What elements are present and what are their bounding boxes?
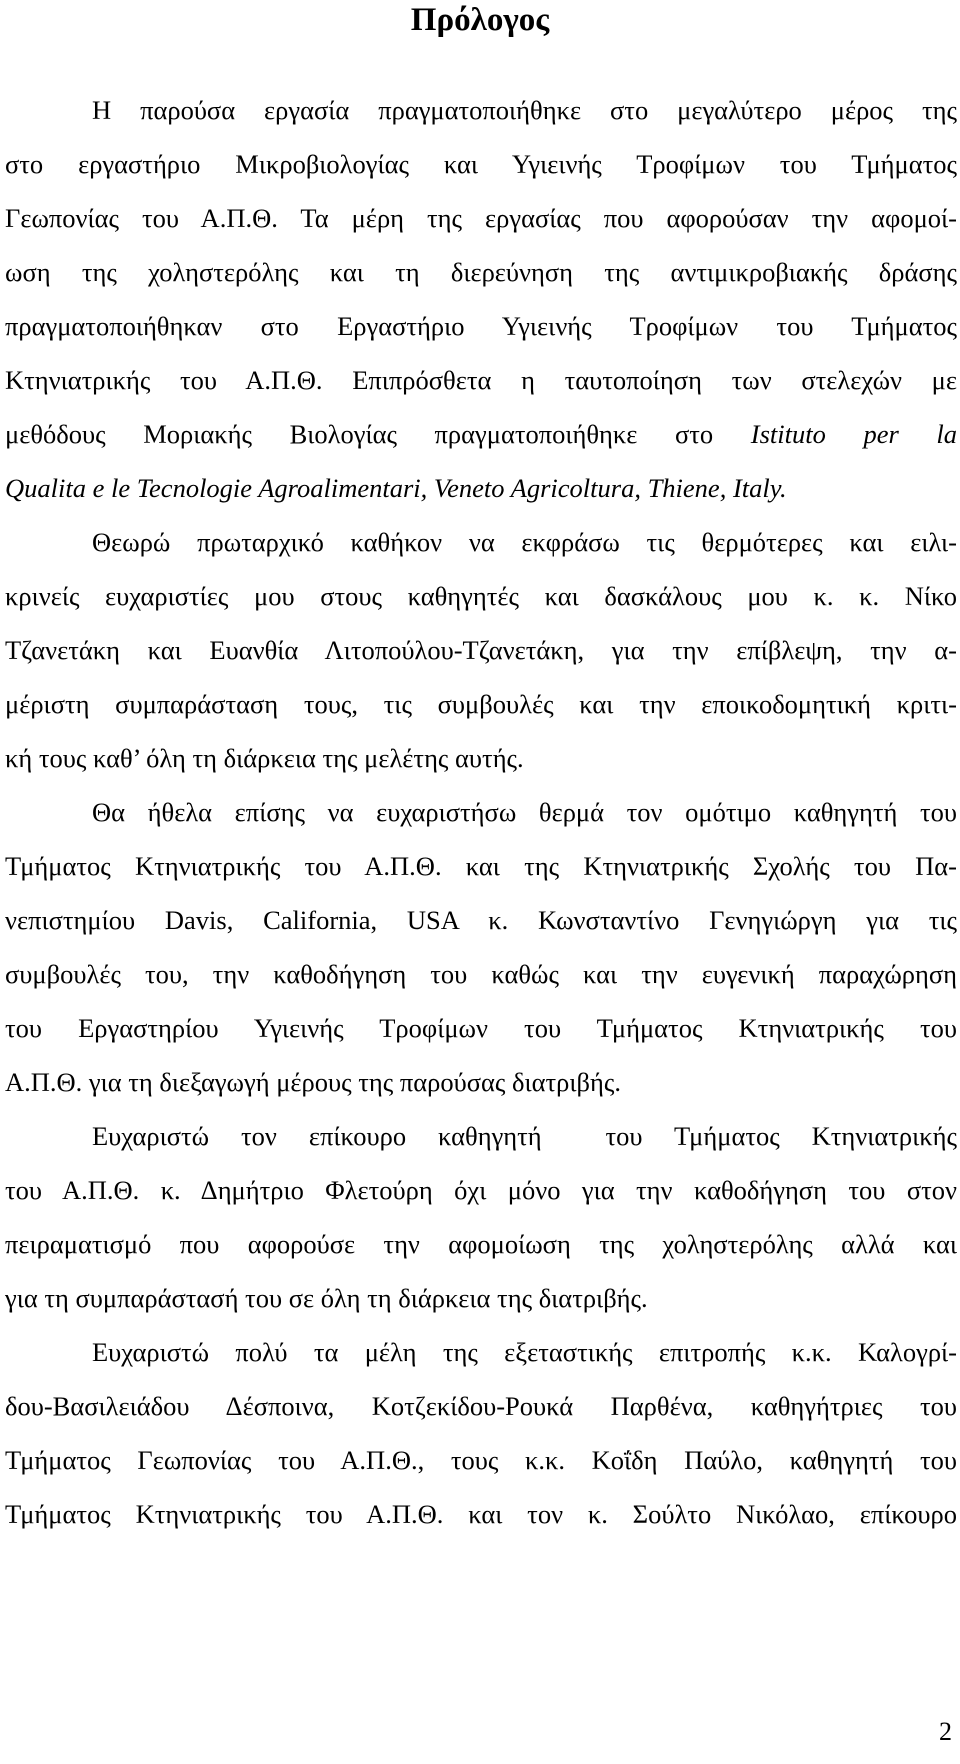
text-line: πραγματοποιήθηκαν στο Εργαστήριο Υγιεινής Τροφίμων του Τμήματος <box>5 311 957 341</box>
text-line: νεπιστημίου Davis, California, USA κ. Κωνσταντίνο Γενηγιώργη για τις <box>5 905 957 935</box>
text-line: Τμήματος Γεωπονίας του Α.Π.Θ., τους κ.κ. Κοΐδη Παύλο, καθηγητή του <box>5 1445 957 1475</box>
text-line: Η παρούσα εργασία πραγματοποιήθηκε στο μεγαλύτερο μέρος της <box>92 95 957 125</box>
text-line: δου-Βασιλειάδου Δέσποινα, Κοτζεκίδου-Ρουκά Παρθένα, καθηγήτριες του <box>5 1391 957 1421</box>
text-line: Θεωρώ πρωταρχικό καθήκον να εκφράσω τις θερμότερες και ειλι- <box>92 527 957 557</box>
text-line: Τμήματος Κτηνιατρικής του Α.Π.Θ. και της Κτηνιατρικής Σχολής του Πα- <box>5 851 957 881</box>
text-line: πειραματισμό που αφορούσε την αφομοίωση της χοληστερόλης αλλά και <box>5 1229 957 1259</box>
text-line: Τζανετάκη και Ευανθία Λιτοπούλου-Τζανετάκη, για την επίβλεψη, την α- <box>5 635 957 665</box>
text-line: Τμήματος Κτηνιατρικής του Α.Π.Θ. και τον κ. Σούλτο Νικόλαο, επίκουρο <box>5 1499 957 1529</box>
page-number: 2 <box>939 1717 952 1746</box>
text-line: Α.Π.Θ. για τη διεξαγωγή μέρους της παρούσας διατριβής. <box>5 1067 621 1097</box>
text-line: Γεωπονίας του Α.Π.Θ. Τα μέρη της εργασίας που αφορούσαν την αφομοί- <box>5 203 957 233</box>
text-line: μέριστη συμπαράσταση τους, τις συμβουλές και την εποικοδομητική κριτι- <box>5 689 957 719</box>
text-line: Θα ήθελα επίσης να ευχαριστήσω θερμά τον ομότιμο καθηγητή του <box>92 797 957 827</box>
text-line: κή τους καθ’ όλη τη διάρκεια της μελέτης αυτής. <box>5 743 524 773</box>
text-line <box>5 418 957 450</box>
text-line: Qualita e le Tecnologie Agroalimentari, Veneto Agricoltura, Thiene, Italy. <box>5 473 787 503</box>
text-line: συμβουλές του, την καθοδήγηση του καθώς και την ευγενική παραχώρηση <box>5 959 957 989</box>
text-line: του Εργαστηρίου Υγιεινής Τροφίμων του Τμήματος Κτηνιατρικής του <box>5 1013 957 1043</box>
text-line: κρινείς ευχαριστίες μου στους καθηγητές και δασκάλους μου κ. κ. Νίκο <box>5 581 957 611</box>
text-line: Ευχαριστώ πολύ τα μέλη της εξεταστικής επιτροπής κ.κ. Καλογρί- <box>92 1337 957 1367</box>
text-line: του Α.Π.Θ. κ. Δημήτριο Φλετούρη όχι μόνο για την καθοδήγηση του στον <box>5 1175 957 1205</box>
text-segment: μεθόδους Μοριακής Βιολογίας πραγματοποιήθηκε στο <box>5 419 714 449</box>
text-line: Ευχαριστώ τον επίκουρο καθηγητή του Τμήματος Κτηνιατρικής <box>92 1121 957 1151</box>
italic-segment: Istituto per la <box>750 419 958 449</box>
text-line: για τη συμπαράστασή του σε όλη τη διάρκεια της διατριβής. <box>5 1283 648 1313</box>
text-line: Κτηνιατρικής του Α.Π.Θ. Επιπρόσθετα η ταυτοποίηση των στελεχών με <box>5 365 957 395</box>
page-title: Πρόλογος <box>410 2 550 38</box>
text-line: στο εργαστήριο Μικροβιολογίας και Υγιεινής Τροφίμων του Τμήματος <box>5 149 957 179</box>
text-line: ωση της χοληστερόλης και τη διερεύνηση της αντιμικροβιακής δράσης <box>5 257 957 287</box>
